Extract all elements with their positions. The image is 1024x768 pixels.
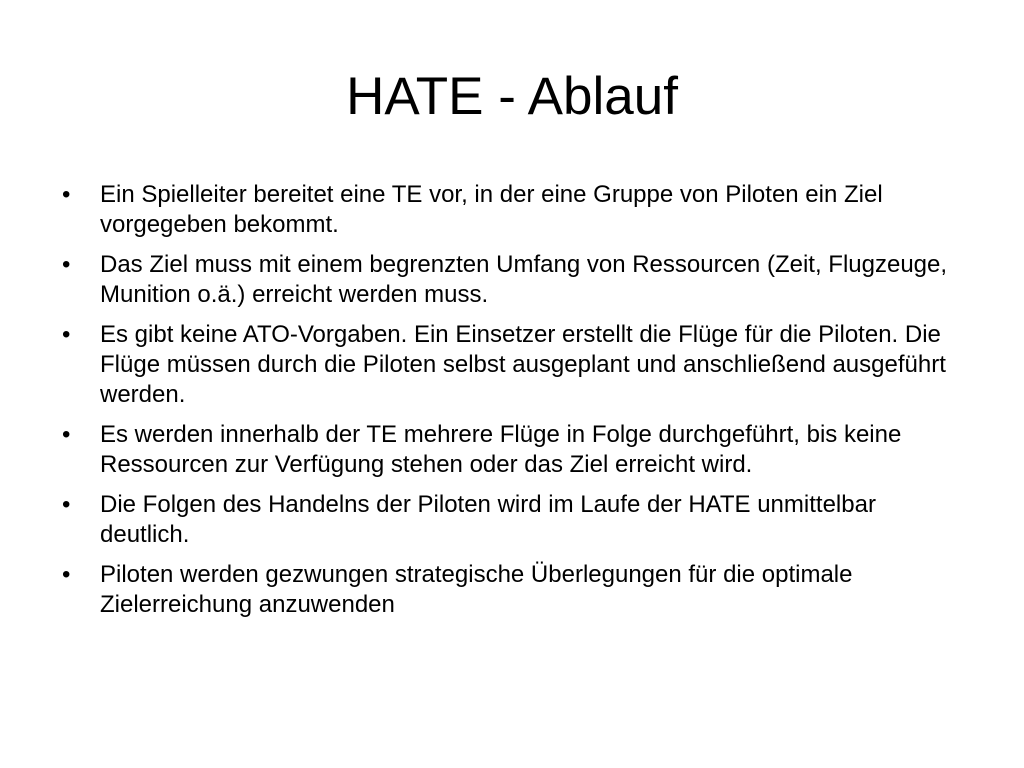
- bullet-icon: •: [62, 321, 71, 348]
- bullet-icon: •: [62, 491, 71, 518]
- bullet-text: Die Folgen des Handelns der Piloten wird im Laufe der HATE unmittelbar deutlich.: [100, 491, 876, 548]
- bullet-item: [62, 180, 962, 240]
- bullet-icon: •: [62, 421, 71, 448]
- bullet-item: [62, 320, 962, 410]
- bullet-text: Ein Spielleiter bereitet eine TE vor, in der eine Gruppe von Piloten ein Ziel vorgegeben bekommt.: [100, 181, 883, 238]
- bullet-item: [62, 560, 962, 620]
- bullet-text: Piloten werden gezwungen strategische Überlegungen für die optimale Zielerreichung anzuwenden: [100, 561, 853, 618]
- bullet-list: [62, 180, 962, 630]
- bullet-item: [62, 490, 962, 550]
- bullet-item: [62, 250, 962, 310]
- bullet-icon: •: [62, 251, 71, 278]
- slide-title: HATE - Ablauf: [346, 67, 678, 126]
- bullet-icon: •: [62, 561, 71, 588]
- bullet-item: [62, 420, 962, 480]
- bullet-text: Das Ziel muss mit einem begrenzten Umfang von Ressourcen (Zeit, Flugzeuge, Munition o.ä.) erreicht werden muss.: [100, 251, 948, 308]
- bullet-icon: •: [62, 181, 71, 208]
- bullet-text: Es werden innerhalb der TE mehrere Flüge in Folge durchgeführt, bis keine Ressourcen zur Verfügung stehen oder das Ziel erreicht wird.: [100, 421, 902, 478]
- bullet-text: Es gibt keine ATO-Vorgaben. Ein Einsetzer erstellt die Flüge für die Piloten. Die Flüge müssen durch die Piloten selbst ausgeplant und anschließend ausgeführt werden.: [100, 321, 946, 408]
